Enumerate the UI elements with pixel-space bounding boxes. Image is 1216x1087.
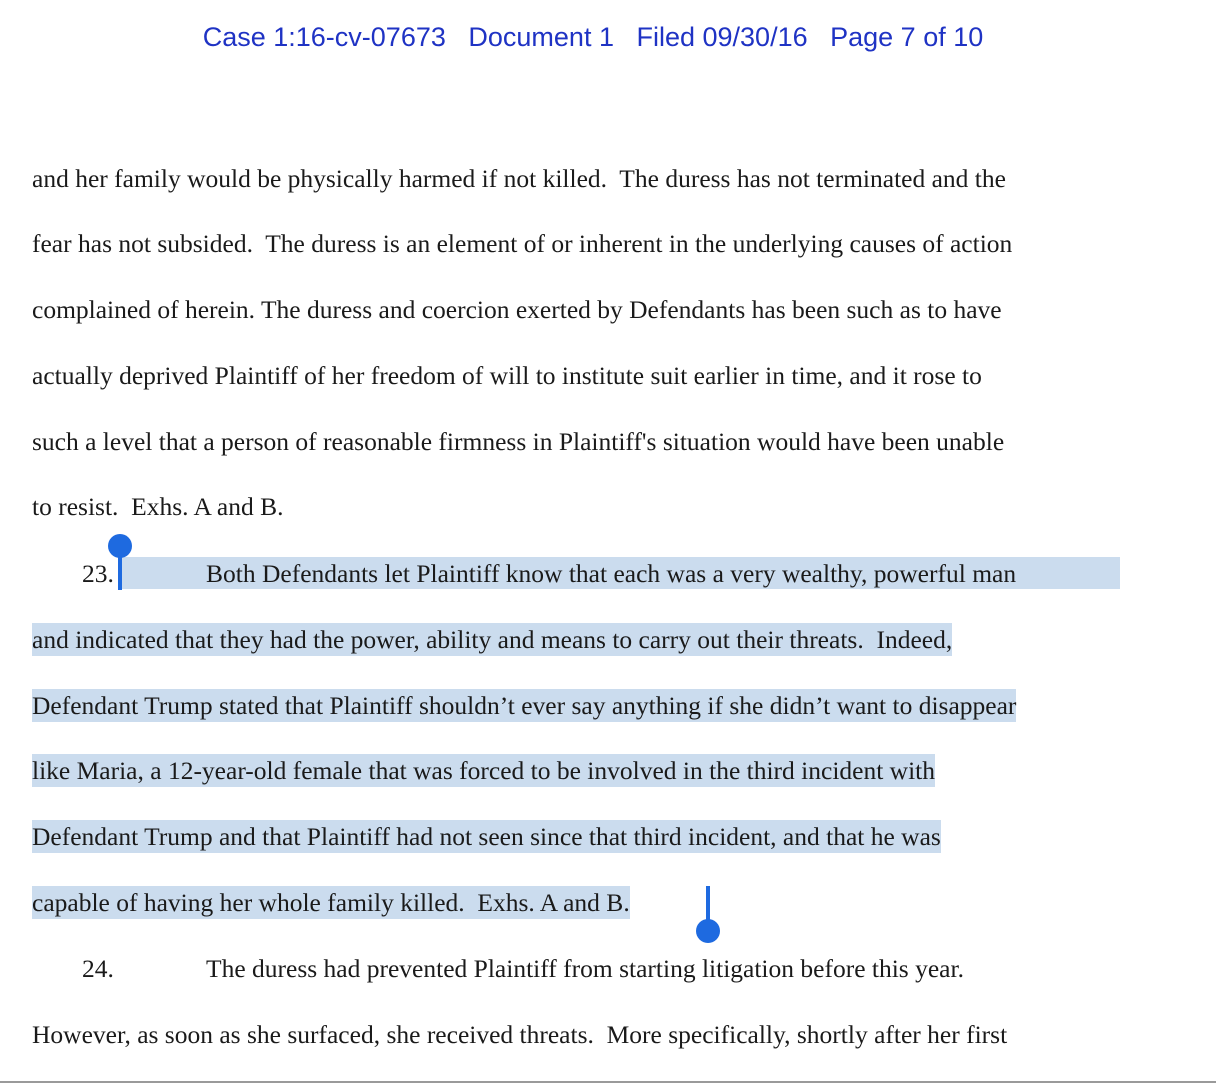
case-number: Case 1:16-cv-07673 [202,22,446,52]
text-line: such a level that a person of reasonable firmness in Plaintiff's situation would have been unable [32,427,1005,456]
selected-text-line[interactable]: like Maria, a 12-year-old female that was forced to be involved in the third incident with [32,756,936,785]
text-line: fear has not subsided. The duress is an element of or inherent in the underlying causes of action [32,229,1013,258]
text-line: to resist. Exhs. A and B. [32,492,284,521]
selected-text-line[interactable]: Defendant Trump and that Plaintiff had not seen since that third incident, and that he was [32,822,941,851]
text-line: However, as soon as she surfaced, she received threats. More specifically, shortly after her first [32,1020,1008,1049]
paragraph-23-number: 23. [82,559,114,588]
selection-end-caret[interactable] [706,886,710,922]
filed-date: Filed 09/30/16 [636,22,808,52]
page-indicator: Page 7 of 10 [830,22,984,52]
paragraph-23-first-line[interactable]: Both Defendants let Plaintiff know that each was a very wealthy, powerful man [206,559,1017,588]
case-header [0,22,1186,53]
text-line: complained of herein. The duress and coercion exerted by Defendants has been such as to have [32,295,1002,324]
paragraph-24-number: 24. [82,954,114,983]
selected-text-line[interactable]: Defendant Trump stated that Plaintiff shouldn’t ever say anything if she didn’t want to disappear [32,691,1017,720]
text-line: actually deprived Plaintiff of her freedom of will to institute suit earlier in time, and it rose to [32,361,982,390]
selected-text-line[interactable]: capable of having her whole family killed. Exhs. A and B. [32,888,630,917]
selection-start-caret[interactable] [118,554,122,590]
page-bottom-divider [0,1081,1216,1083]
selected-text-line[interactable]: and indicated that they had the power, ability and means to carry out their threats. Indeed, [32,625,953,654]
paragraph-24-first-line: The duress had prevented Plaintiff from starting litigation before this year. [206,954,964,983]
text-line: and her family would be physically harmed if not killed. The duress has not terminated and the [32,164,1006,193]
selection-end-handle[interactable] [696,919,720,943]
document-number: Document 1 [468,22,614,52]
